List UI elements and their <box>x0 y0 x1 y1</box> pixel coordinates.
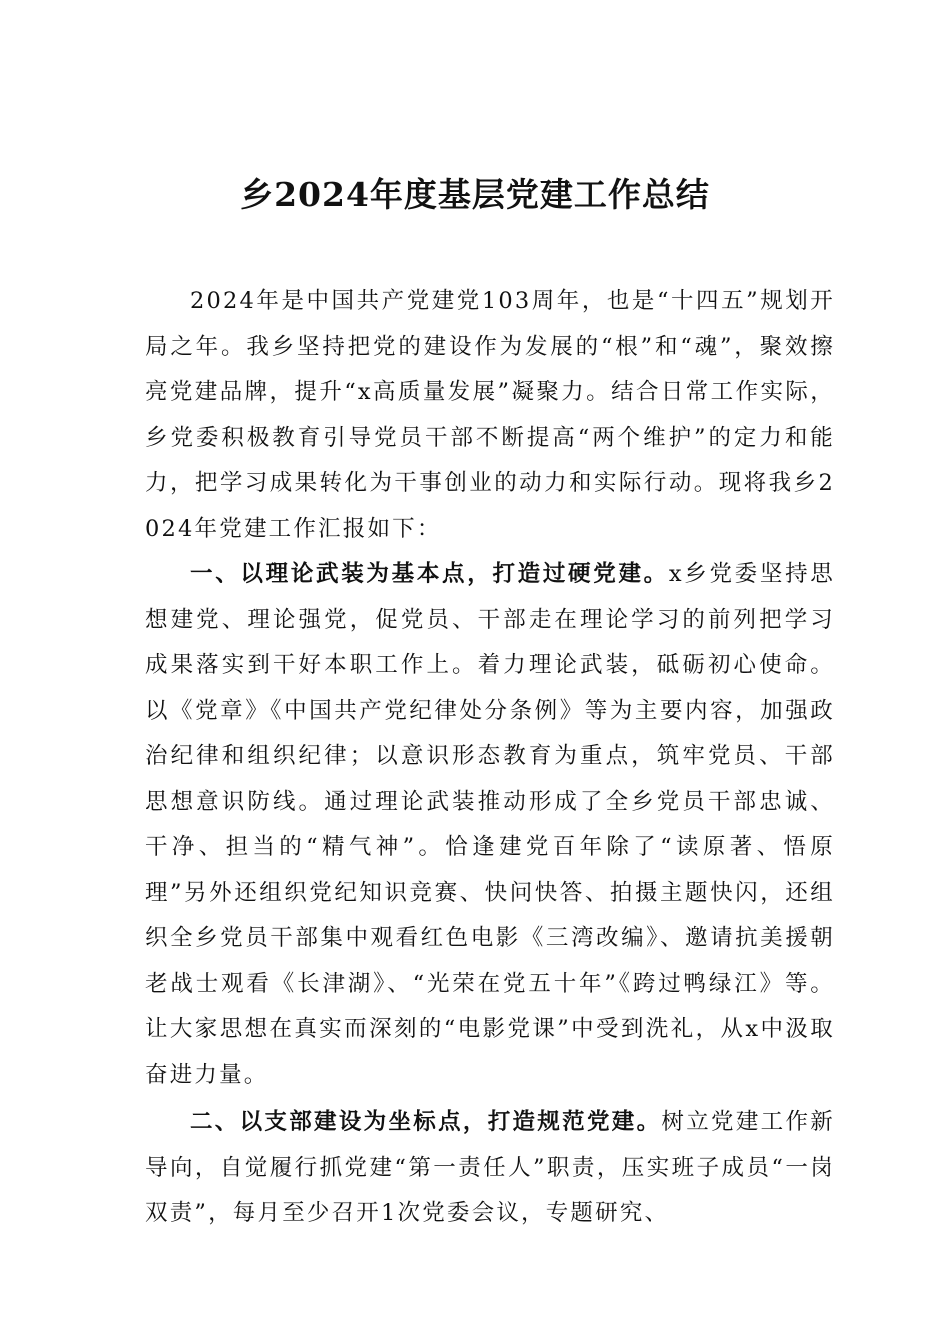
paragraph-heading: 二、以支部建设为坐标点，打造规范党建。 <box>190 1109 662 1135</box>
paragraph-text: 树立党建工作新导向，自觉履行抓党建“第一责任人”职责，压实班子成员“一岗双责”，每月至少召开1次党委会议，专题研究、 <box>145 1109 835 1226</box>
document-title: 乡2024年度基层党建工作总结 <box>240 175 710 214</box>
paragraph-section-1 <box>145 552 835 1098</box>
paragraph-heading: 一、以理论武装为基本点，打造过硬党建。 <box>190 561 669 587</box>
paragraph-text: 2024年是中国共产党建党103周年，也是“十四五”规划开局之年。我乡坚持把党的建设作为发展的“根”和“魂”，聚效擦亮党建品牌，提升“x高质量发展”凝聚力。结合日常工作实际，乡党委积极教育引导党员干部不断提高“两个维护”的定力和能力，把学习成果转化为干事创业的动力和实际行动。现将我乡2024年党建工作汇报如下： <box>145 288 835 542</box>
document-body <box>145 279 835 1237</box>
paragraph-text: x乡党委坚持思想建党、理论强党，促党员、干部走在理论学习的前列把学习成果落实到干好本职工作上。着力理论武装，砥砺初心使命。以《党章》《中国共产党纪律处分条例》等为主要内容，加强政治纪律和组织纪律；以意识形态教育为重点，筑牢党员、干部思想意识防线。通过理论武装推动形成了全乡党员干部忠诚、干净、担当的“精气神”。恰逢建党百年除了“读原著、悟原理”另外还组织党纪知识竞赛、快问快答、拍摄主题快闪，还组织全乡党员干部集中观看红色电影《三湾改编》、邀请抗美援朝老战士观看《长津湖》、“光荣在党五十年”《跨过鸭绿江》等。让大家思想在真实而深刻的“电影党课”中受到洗礼，从x中汲取奋进力量。 <box>145 561 835 1088</box>
paragraph-section-2 <box>145 1100 835 1237</box>
paragraph-intro <box>145 279 835 552</box>
